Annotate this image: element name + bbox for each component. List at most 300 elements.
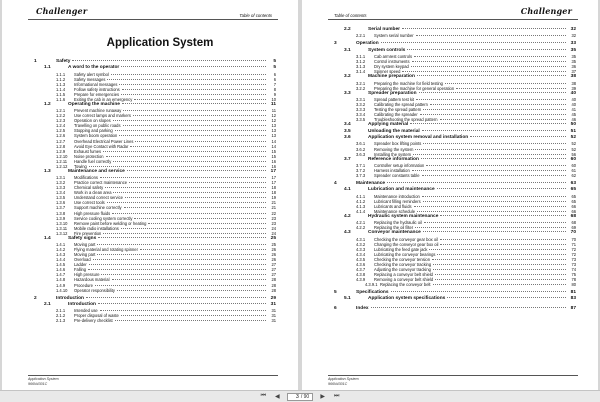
header-rule [328,19,578,20]
toc-entry-title: Harness installation [374,168,410,174]
toc-entry-page: 28 [271,282,276,288]
first-page-icon[interactable]: ⏮ [260,393,267,399]
toc-entry-page: 7 [273,81,276,87]
toc-entry-page: 17 [270,168,276,174]
pdf-viewer-toolbar [0,390,600,402]
toc-entry-page: 51 [570,128,576,134]
toc-entry-number: 2 [34,295,37,301]
footer-doc-number: 966N4301C [328,381,348,386]
toc-entry-number: 4.3.5 [356,256,366,262]
toc-entry-title: Maintenance [356,181,386,187]
toc-entry-number: 2.2 [344,27,351,32]
toc-leader-dots [412,170,566,171]
toc-entry-title: Use correct tools [74,200,105,206]
toc-leader-dots [117,290,266,291]
toc-entry-number: 3.1.1 [356,54,366,60]
toc-leader-dots [125,197,266,198]
toc-entry-page: 15 [271,148,276,154]
toc-entry-number: 1.2.11 [56,158,68,164]
toc-entry[interactable] [334,296,576,302]
toc-entry-title: Safety messages [74,76,106,82]
toc-entry-page: 62 [571,173,576,179]
toc-entry-title: Lubricants and fluids [374,203,412,209]
toc-leader-dots [123,125,267,126]
toc-leader-dots [433,284,566,285]
toc-entry-number: 1.2 [44,101,51,107]
toc-entry-title: Spreader box lifting points [374,141,422,147]
toc-entry-title: Prepare for emergencies [74,91,120,97]
toc-leader-dots [86,297,266,298]
toc-entry-number: 1.2.6 [56,133,66,139]
toc-entry-number: 4.3.9.1 [365,282,378,288]
toc-entry-page: 46 [571,117,576,123]
header-title: Table of contents [334,13,367,18]
toc-entry-title: System controls [368,47,406,53]
toc-entry-number: 3.3.1 [356,97,366,103]
toc-leader-dots [140,249,266,250]
toc-leader-dots [115,130,266,131]
toc-entry-title: Preparing the machine for field testing [374,80,443,86]
footer-rule [328,375,578,376]
toc-entry-title: Hydraulic system maintenance [368,213,439,219]
toc-entry-number: 5.1 [344,296,351,302]
toc-entry[interactable] [34,288,276,293]
toc-entry-title: Application system specifications [368,296,446,302]
toc-entry-number: 1.2.10 [56,153,68,159]
toc-entry-title: Spreader preparation [368,90,417,96]
page-total-label: / 90 [300,393,310,400]
toc-entry-title: Applying material [368,122,409,128]
toc-entry-title: Introduction [56,295,84,301]
toc-entry-number: 1.4.2 [56,247,66,253]
toc-entry-number: 1.4.10 [56,287,68,293]
toc-leader-dots [432,259,566,260]
toc-entry-page: 31 [270,301,276,307]
toc-list [334,27,576,312]
toc-leader-dots [422,196,566,197]
toc-leader-dots [113,161,266,162]
toc-entry-title: Travelling on public roads [74,123,121,129]
toc-entry-number: 1.2.3 [56,118,66,124]
toc-entry-number: 1.1.1 [56,71,66,77]
toc-entry-title: Use correct lamps and markers [74,113,131,119]
toc-entry-page: 33 [570,41,576,47]
toc-entry-number: 1.2.12 [56,163,68,169]
toc-entry-page: 15 [271,153,276,159]
toc-entry-page: 18 [271,185,276,191]
toc-entry-title: Falling [74,267,87,273]
toc-entry-number: 1.4.3 [56,252,66,258]
toc-leader-dots [122,89,266,90]
toc-entry-title: Maintenance schedule [374,208,415,214]
toc-entry-title: Spinner speed [374,69,401,75]
toc-entry-page: 27 [271,272,276,278]
toc-entry-page: 13 [271,128,276,134]
toc-leader-dots [412,61,567,62]
toc-entry-page: 75 [571,272,576,278]
toc-leader-dots [107,79,266,80]
toc-leader-dots [100,177,266,178]
toc-entry-title: Ladder [74,262,87,268]
toc-entry-number: 1.2.4 [56,123,66,129]
toc-leader-dots [98,303,266,304]
toc-entry-number: 2.2.1 [356,33,366,39]
toc-leader-dots [402,71,566,72]
toc-entry[interactable] [34,318,276,323]
toc-entry-page: 87 [570,305,576,311]
toc-entry-title: Handle fuel correctly [74,158,112,164]
toc-entry-page: 52 [571,141,576,147]
last-page-icon[interactable]: ⏭ [333,393,340,399]
toc-entry-page: 14 [271,138,276,144]
toc-entry-title: Controller setup information [374,163,425,169]
toc-entry-page: 52 [571,146,576,152]
toc-entry-page: 35 [571,59,576,65]
toc-entry-number: 3.4 [344,122,351,128]
toc-leader-dots [148,223,266,224]
toc-entry-page: 60 [571,163,576,169]
toc-entry[interactable] [334,306,576,312]
toc-leader-dots [134,218,266,219]
toc-leader-dots [413,154,566,155]
toc-leader-dots [411,66,566,67]
toc-leader-dots [433,269,566,270]
toc-entry-number: 6 [334,305,337,311]
toc-entry-number: 4.1.2 [356,198,366,204]
toc-entry-title: Flying material and rotating spinner [74,247,138,253]
toc-leader-dots [423,143,566,144]
toc-entry-title: Overload [74,257,91,263]
toc-leader-dots [121,94,266,95]
toc-entry-number: 4.1 [344,187,351,193]
toc-entry-title: Safety signs [68,235,97,241]
toc-entry-number: 1.2.5 [56,128,66,134]
toc-entry-page: 74 [571,267,576,273]
toc-entry-number: 3.1 [344,47,351,53]
footer-doc-title: Application System [328,377,359,382]
toc-entry-title: Maintenance and service [68,168,125,174]
page-number-input[interactable] [291,394,299,400]
toc-leader-dots [115,320,266,321]
toc-leader-dots [435,274,566,275]
toc-leader-dots [440,239,566,240]
toc-leader-dots [437,254,566,255]
toc-entry-number: 3 [334,41,337,47]
toc-entry-title: Application system removal and installation [368,135,469,141]
toc-entry-number: 1.3.7 [56,205,66,211]
toc-entry-title: Lubricating the feed gate jack [374,246,428,252]
toc-entry-title: Informational messages [74,81,118,87]
toc-entry-page: 31 [271,308,276,314]
toc-entry-title: Intended use [74,308,98,314]
toc-entry-number: 3.6.1 [356,141,366,147]
toc-entry-page: 16 [271,158,276,164]
toc-entry-page: 37 [571,69,576,75]
header-title: Table of contents [239,13,272,18]
toc-entry-title: Avoid Eye Contact with Radar [74,143,129,149]
toc-entry[interactable] [334,33,576,38]
page-footer [28,375,278,386]
toc-entry-number: 4.3.2 [356,241,366,247]
toc-entry-title: High pressure fluids [74,210,111,216]
toc-entry-number: 4.1.1 [356,193,366,199]
toc-leader-dots [106,156,266,157]
toc-leader-dots [93,259,266,260]
toc-leader-dots [123,110,266,111]
toc-entry-page: 28 [271,287,276,293]
toc-leader-dots [72,60,266,61]
toc-entry-page: 6 [273,76,276,82]
toc-entry-number: 3.1.2 [356,59,366,65]
toc-leader-dots [417,211,566,212]
toc-entry-number: 1.4.9 [56,282,66,288]
toc-leader-dots [88,269,266,270]
toc-entry-title: Moving part [74,242,96,248]
toc-entry-page: 83 [570,296,576,302]
toc-entry-title: Pre-delivery checklist [74,318,113,324]
toc-leader-dots [119,135,266,136]
toc-entry-title: Troubleshooting the spread pattern [374,117,438,123]
toc-leader-dots [445,83,566,84]
toc-entry-title: Lubrication and maintenance [368,187,435,193]
toc-leader-dots [391,291,566,292]
toc-entry-page: 14 [271,143,276,149]
toc-entry-page: 27 [271,262,276,268]
page-footer [328,375,578,386]
page-header [328,3,578,21]
toc-entry-number: 1.3.6 [56,200,66,206]
toc-entry-page: 66 [571,203,576,209]
toc-leader-dots [130,146,266,147]
toc-entry-title: Cab armrest controls [374,54,412,60]
toc-entry-number: 4.3.8 [356,272,366,278]
toc-leader-dots [440,119,566,120]
toc-entry-title: Follow safety instructions [74,86,120,92]
toc-leader-dots [89,166,266,167]
toc-entry-page: 12 [271,113,276,119]
toc-entry-title: Work in a clean area [74,190,112,196]
toc-entry-page: 21 [271,205,276,211]
toc-entry-title: Testing the spread pattern [374,107,422,113]
toc-entry-page: 65 [571,193,576,199]
toc-leader-dots [107,202,266,203]
toc-entry-page: 80 [571,282,576,288]
toc-entry-title: Adjusting the conveyor tracking [374,267,431,273]
toc-leader-dots [429,249,566,250]
toc-entry-page: 8 [273,86,276,92]
toc-entry-page: 45 [571,112,576,118]
toc-entry-number: 1.3.2 [56,180,66,186]
toc-entry-page: 31 [271,318,276,324]
toc-entry-title: Hazardous material [74,277,110,283]
toc-entry-title: Calibrating the spread pattern [374,102,428,108]
toc-entry-number: 3.3.5 [356,117,366,123]
toc-leader-dots [419,92,566,93]
toc-entry-title: Replacing the hydraulic oil [374,220,422,226]
toc-leader-dots [121,315,266,316]
toc-entry-number: 1.3.4 [56,190,66,196]
toc-entry-page: 21 [271,200,276,206]
toc-entry-title: Remove paint before welding or heating [74,220,147,226]
toc-entry-page: 40 [570,90,576,96]
toc-entry[interactable] [334,282,576,287]
toc-entry-title: Noise protection [74,153,104,159]
toc-entry-title: System serial number [374,33,414,39]
toc-leader-dots [433,264,566,265]
toc-leader-dots [119,84,266,85]
toc-entry-page: 18 [271,190,276,196]
toc-entry-number: 1.3.5 [56,195,66,201]
toc-leader-dots [423,231,566,232]
toc-entry-number: 1.3.1 [56,175,66,181]
toc-entry-title: Serial number [368,27,400,32]
toc-entry-page: 73 [571,262,576,268]
brand-logo: Challenger [36,6,88,16]
toc-entry-page: 10 [271,96,276,102]
toc-entry-page: 56 [571,151,576,157]
toc-leader-dots [113,120,266,121]
toc-leader-dots [437,188,566,189]
toc-entry-number: 2.1.2 [56,313,66,319]
toc-leader-dots [456,88,566,89]
toc-entry-title: Checking the conveyor tracking [374,262,432,268]
toc-entry-title: Overhead Electrical Power Lines [74,138,134,144]
toc-entry-number: 1.3.9 [56,215,66,221]
toc-leader-dots [113,192,266,193]
toc-leader-dots [127,170,266,171]
toc-entry-page: 36 [571,64,576,70]
toc-entry-title: Prevent machine runaway [74,108,122,114]
toc-entry-title: System boom operation [74,133,118,139]
toc-entry-title: Lubricant filling reminders [374,198,421,204]
footer-rule [28,375,278,376]
toc-entry-page: 17 [271,180,276,186]
next-page-icon[interactable]: ▶ [320,394,325,400]
toc-entry-page: 39 [571,85,576,91]
toc-entry-number: 1.1.4 [56,86,66,92]
toc-leader-dots [103,151,266,152]
toc-entry-title: Exiting the cab in an emergency [74,96,133,102]
prev-page-icon[interactable]: ◀ [275,394,280,400]
toc-leader-dots [381,42,566,43]
toc-entry-title: Moving part [74,252,96,258]
toc-leader-dots [423,201,566,202]
toc-entry-number: 3.3 [344,90,351,96]
toc-leader-dots [422,130,566,131]
toc-entry-number: 1.2.8 [56,143,66,149]
toc-leader-dots [416,99,566,100]
toc-entry-number: 1.3.10 [56,220,68,226]
toc-entry-title: Spread pattern test kit [374,97,415,103]
toc-entry-page: 32 [570,27,576,32]
toc-entry-page: 40 [571,97,576,103]
toc-leader-dots [133,115,266,116]
toc-entry-number: 1.1 [44,65,51,71]
toc-leader-dots [371,307,566,308]
toc-leader-dots [435,279,566,280]
toc-leader-dots [407,49,566,50]
toc-leader-dots [95,285,266,286]
toc-entry-title: Introduction [68,301,96,307]
toc-entry-number: 1.4.6 [56,267,66,273]
toc-entry-title: Practice correct maintenance [74,180,128,186]
toc-entry-number: 1.2.1 [56,108,66,114]
toc-entry-number: 1.4.1 [56,242,66,248]
toc-leader-dots [129,182,266,183]
toc-entry-page: 26 [271,247,276,253]
toc-entry-page: 13 [271,123,276,129]
toc-entry[interactable] [334,173,576,178]
toc-entry-page: 41 [571,107,576,113]
toc-entry-page: 11 [270,101,276,107]
toc-entry-page: 71 [571,241,576,247]
page-header [28,3,278,21]
toc-leader-dots [111,74,266,75]
toc-entry-number: 3.6.2 [356,146,366,152]
toc-entry-title: Procedure [74,282,93,288]
toc-entry-number: 3.1.4 [356,69,366,75]
toc-entry-title: Conveyor maintenance [368,230,421,236]
toc-entry-title: Chemical safety [74,185,104,191]
toc-entry-number: 4.3.3 [356,246,366,252]
toc-entry-page: 69 [571,225,576,231]
toc-leader-dots [97,254,266,255]
toc-entry-title: Safety [56,59,71,64]
toc-leader-dots [134,99,266,100]
toc-entry-number: 1.2.7 [56,138,66,144]
toc-leader-dots [410,123,566,124]
toc-entry-page: 11 [271,108,276,114]
toc-entry-number: 4.2.1 [356,220,366,226]
toc-entry-title: Support machine correctly [74,205,122,211]
toc-leader-dots [89,264,266,265]
toc-entry-page: 50 [570,122,576,128]
toc-entry-page: 61 [571,168,576,174]
toc-leader-dots [424,222,566,223]
toc-entry-number: 4.3.9 [356,277,366,283]
toc-entry-page: 40 [571,102,576,108]
toc-entry-number: 1.2.2 [56,113,66,119]
toc-entry-number: 1.4.7 [56,272,66,278]
toc-entry-page: 24 [271,230,276,236]
toc-entry-title: Modifications [74,175,98,181]
toc-entry-number: 3.1.3 [356,64,366,70]
page-number-box[interactable] [287,393,313,401]
toc-entry-page: 52 [570,135,576,141]
toc-entry-title: Changing the conveyor gear box oil [374,241,439,247]
toc-entry-title: A word to the operator [68,65,120,71]
toc-leader-dots [415,227,566,228]
toc-entry-page: 65 [571,198,576,204]
toc-entry-page: 19 [271,195,276,201]
toc-entry-number: 3.3.4 [356,112,366,118]
toc-leader-dots [414,56,566,57]
document-title: Application System [106,37,214,49]
toc-leader-dots [422,175,566,176]
toc-entry-title: Preparing the machine for general operation [374,85,455,91]
toc-leader-dots [103,233,266,234]
toc-entry-title: Service cooling system correctly [74,215,133,221]
toc-entry-title: Stopping and parking [74,128,113,134]
toc-entry-number: 1.1.6 [56,96,66,102]
toc-leader-dots [387,182,566,183]
toc-entry-number: 4.2.2 [356,225,366,231]
toc-entry-page: 35 [570,47,576,53]
toc-entry-title: Fire prevention [74,230,102,236]
toc-entry-page: 23 [271,220,276,226]
toc-entry-page: 66 [571,208,576,214]
toc-entry-page: 22 [271,210,276,216]
